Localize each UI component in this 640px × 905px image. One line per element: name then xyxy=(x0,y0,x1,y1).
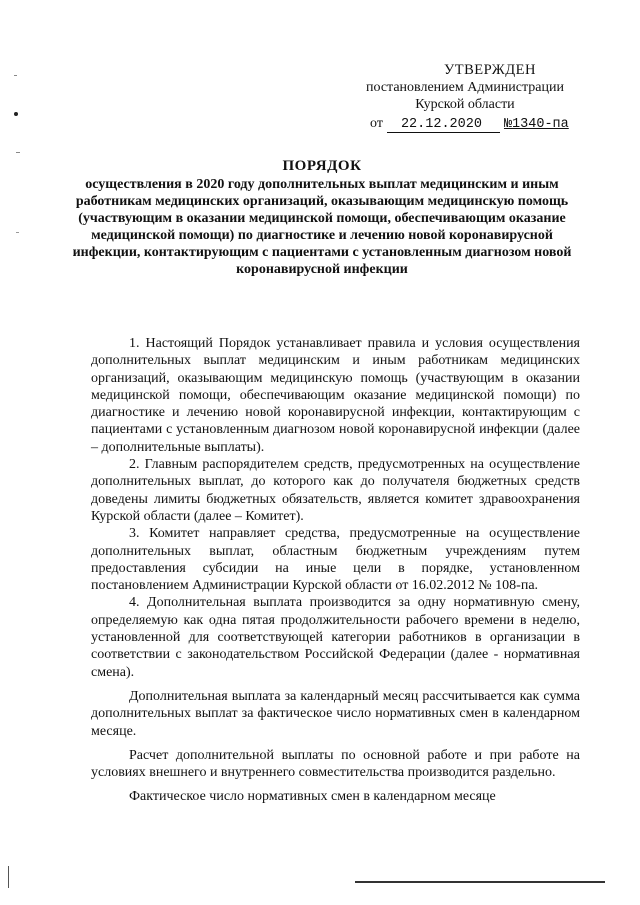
paragraph-3: 3. Комитет направляет средства, предусмотренные на осуществление дополнительных выплат, областным бюджетным учреждениям путем предоставления субсидии на иные цели в порядке, установленном постановлением Администрации Курской области от 16.02.2012 № 108-па. xyxy=(91,526,580,594)
document-subtitle: осуществления в 2020 году дополнительных выплат медицинским и иным работникам медицинских организаций, оказывающим медицинскую помощь (участвующим в оказании медицинской помощи, обеспечивающим оказание медицинской помощи) по диагностике и лечению новой коронавирусной инфекции, контактирующим с пациентами с установленным диагнозом новой коронавирусной инфекции xyxy=(72,177,572,277)
document-heading xyxy=(72,158,572,278)
approval-number: №1340-па xyxy=(503,117,569,132)
scan-mark xyxy=(16,232,19,233)
scan-dot xyxy=(14,112,18,116)
document-title: ПОРЯДОК xyxy=(282,158,362,174)
paragraph-4: 4. Дополнительная выплата производится за одну нормативную смену, определяемую как одна пятая продолжительности рабочего времени в неделю, установленной для соответствующей категории работников в организации в соответствии с законодательством Российской Федерации (далее - нормативная смена). xyxy=(91,595,580,680)
date-prefix: от xyxy=(370,116,383,131)
scan-edge-line xyxy=(8,866,9,888)
approval-date: 22.12.2020 xyxy=(387,117,500,133)
approval-stamp xyxy=(340,62,590,133)
approval-title: УТВЕРЖДЕН xyxy=(444,62,536,78)
approval-line-2: Курской области xyxy=(415,97,515,112)
approval-line-1: постановлением Администрации xyxy=(366,80,564,95)
paragraph-7: Фактическое число нормативных смен в календарном месяце xyxy=(129,789,496,805)
paragraph-5: Дополнительная выплата за календарный месяц рассчитывается как сумма дополнительных выплат за фактическое число нормативных смен в календарном месяце. xyxy=(91,688,580,739)
paragraph-1: 1. Настоящий Порядок устанавливает правила и условия осуществления дополнительных выплат медицинским и иным работникам медицинских организаций, оказывающим медицинскую помощь (участвующим в оказании медицинской помощи, обеспечивающим оказание медицинской помощи) по диагностике и лечению новой коронавирусной инфекции, контактирующим с пациентами с установленным диагнозом новой коронавирусной инфекции (далее – дополнительные выплаты). xyxy=(91,336,580,455)
paragraph-6: Расчет дополнительной выплаты по основной работе и при работе на условиях внешнего и внутреннего совместительства производится раздельно. xyxy=(91,747,580,781)
document-body xyxy=(91,335,580,806)
paragraph-2: 2. Главным распорядителем средств, предусмотренных на осуществление дополнительных выплат, до которого как до получателя бюджетных средств доведены лимиты бюджетных обязательств, является комитет здравоохранения Курской области (далее – Комитет). xyxy=(91,457,580,524)
scan-mark xyxy=(16,152,20,153)
scan-mark xyxy=(14,75,17,76)
bottom-rule xyxy=(355,881,605,883)
approval-dateline xyxy=(340,115,590,133)
